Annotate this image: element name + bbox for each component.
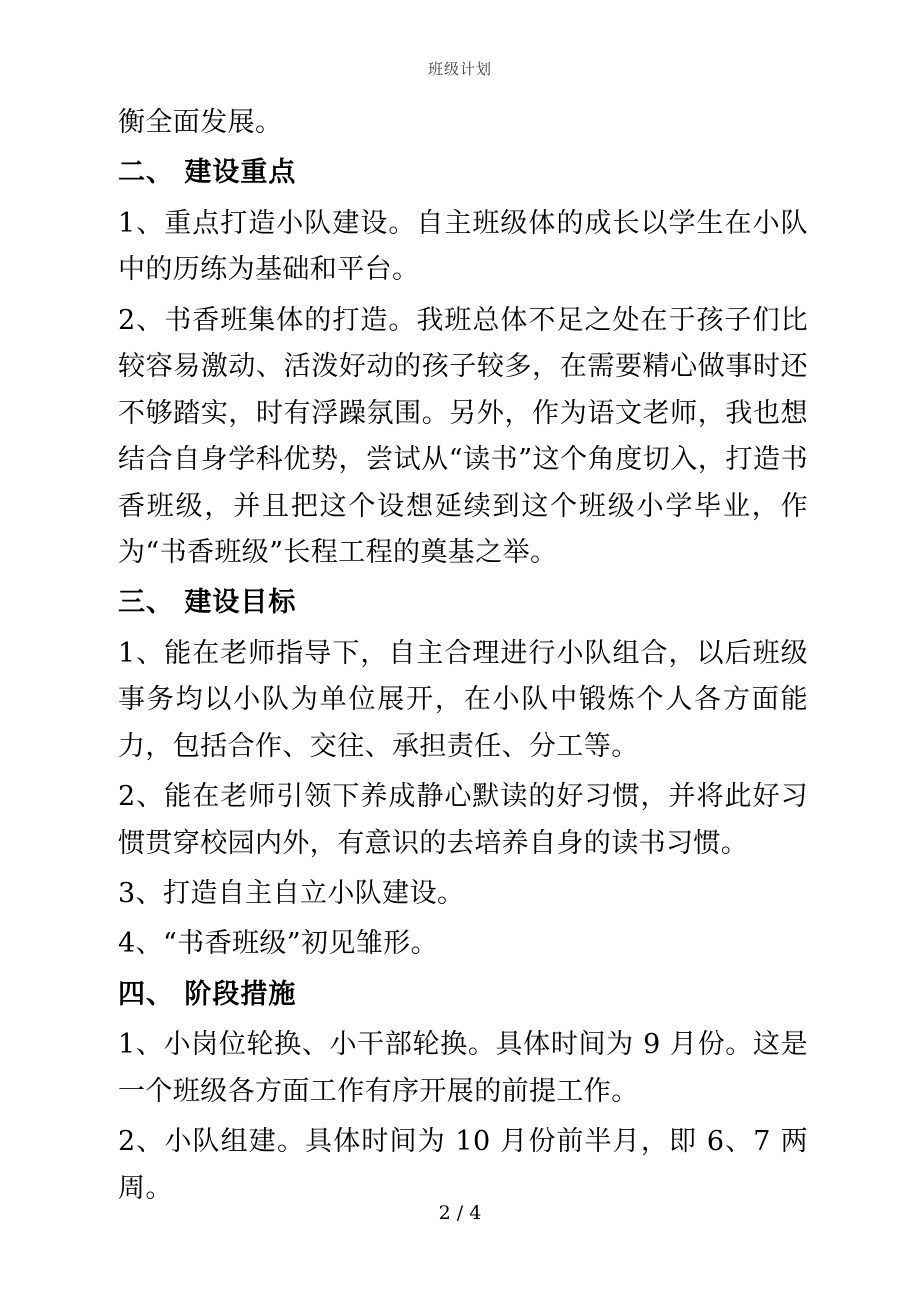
paragraph: 2、能在老师引领下养成静心默读的好习惯，并将此好习惯贯穿校园内外，有意识的去培养自身的读书习惯。 <box>118 781 808 859</box>
paragraph: 1、重点打造小队建设。自主班级体的成长以学生在小队中的历练为基础和平台。 <box>118 207 808 286</box>
section-heading: 二、 建设重点 <box>118 157 297 189</box>
section-heading: 三、 建设目标 <box>118 587 297 619</box>
paragraph: 4、“书香班级”初见雏形。 <box>118 928 438 960</box>
paragraph: 2、小队组建。具体时间为 10 月份前半月，即 6、7 两周。 <box>118 1126 808 1204</box>
paragraph: 1、小岗位轮换、小干部轮换。具体时间为 9 月份。这是一个班级各方面工作有序开展的前提工作。 <box>118 1029 808 1107</box>
paragraph: 衡全面发展。 <box>118 107 283 138</box>
page-number: 2 / 4 <box>438 1202 482 1224</box>
paragraph: 3、打造自主自立小队建设。 <box>118 878 465 909</box>
paragraph: 1、能在老师指导下，自主合理进行小队组合，以后班级事务均以小队为单位展开，在小队中锻炼个人各方面能力，包括合作、交往、承担责任、分工等。 <box>118 637 808 762</box>
paragraph: 2、书香班集体的打造。我班总体不足之处在于孩子们比较容易激动、活泼好动的孩子较多，在需要精心做事时还不够踏实，时有浮躁氛围。另外，作为语文老师，我也想结合自身学科优势，尝试从“读书”这个角度切入，打造书香班级，并且把这个设想延续到这个班级小学毕业，作为“书香班级”长程工程的奠基之举。 <box>118 304 808 568</box>
page-header: 班级计划 <box>427 60 492 78</box>
document-body <box>118 100 808 1216</box>
section-heading: 四、 阶段措施 <box>118 978 297 1010</box>
